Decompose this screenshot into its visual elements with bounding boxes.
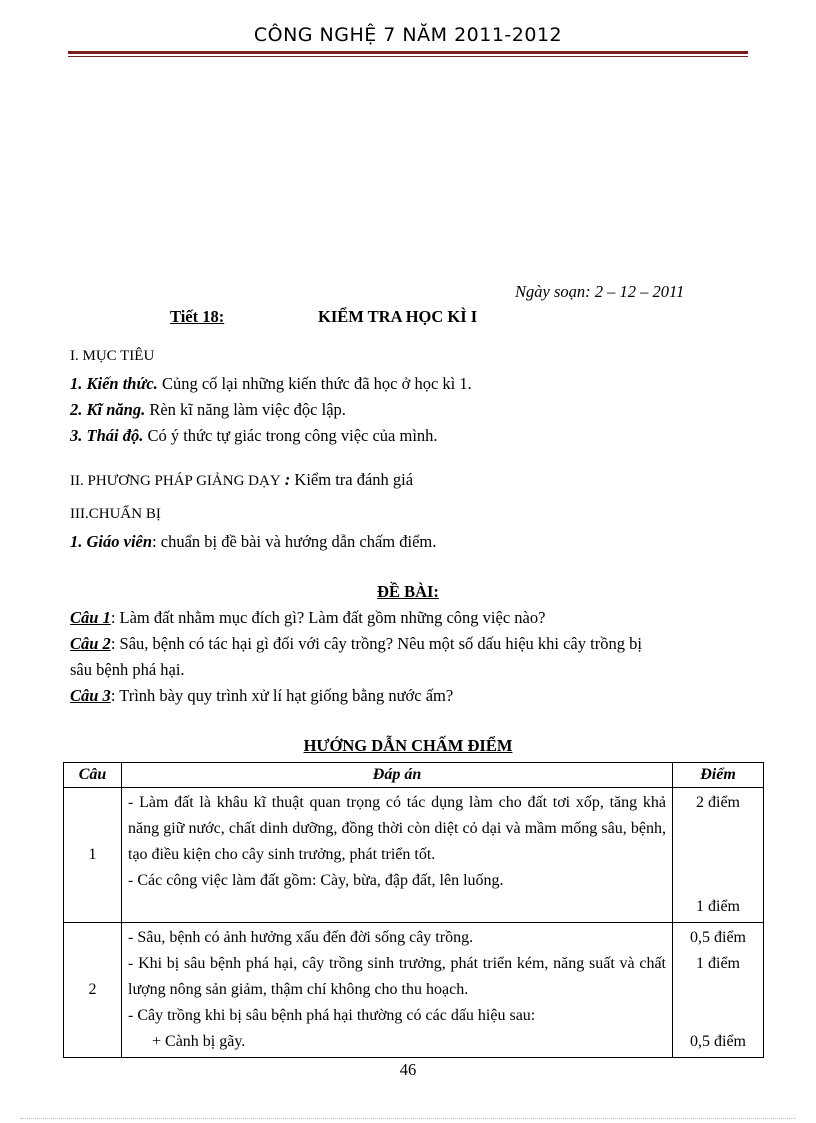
- objective-skills: [70, 400, 346, 420]
- prep-date: Ngày soạn: 2 – 12 – 2011: [515, 282, 685, 301]
- question-label: Câu 1: [70, 608, 111, 627]
- prep-label: 1. Giáo viên: [70, 532, 153, 551]
- objective-attitude: [70, 426, 438, 446]
- objective-label: 1. Kiến thức.: [70, 374, 158, 393]
- objective-text: Rèn kĩ năng làm việc độc lập.: [145, 400, 346, 419]
- lesson-title: KIỂM TRA HỌC KÌ I: [318, 307, 478, 326]
- objective-text: Có ý thức tự giác trong công việc của mình.: [143, 426, 438, 445]
- question-1: [70, 608, 545, 628]
- table-header-row: [64, 763, 764, 788]
- prep-text: : chuẩn bị đề bài và hướng dẫn chấm điểm.: [152, 532, 437, 551]
- answer-line: - Sâu, bệnh có ảnh hưởng xấu đến đời sống cây trồng.: [128, 929, 474, 946]
- answer-line: - Khi bị sâu bệnh phá hại, cây trồng sinh trưởng, phát triển kém, năng suất và chất lượng nông sản giảm, thậm chí không cho thu hoạch.: [128, 955, 666, 998]
- method-text: Kiểm tra đánh giá: [290, 470, 414, 489]
- table-row: [64, 923, 764, 1058]
- header-rule-thick: [68, 51, 748, 54]
- objectives-heading: I. MỤC TIÊU: [70, 348, 155, 364]
- row-answer: [122, 923, 673, 1058]
- prep-heading: III.CHUẨN BỊ: [70, 506, 161, 522]
- objective-label: 2. Kĩ năng.: [70, 400, 146, 419]
- question-text: : Sâu, bệnh có tác hại gì đối với cây trồng? Nêu một số dấu hiệu khi cây trồng bị: [110, 634, 642, 653]
- score-value: 0,5 điểm: [690, 929, 746, 946]
- row-answer: [122, 788, 673, 923]
- question-text: : Trình bày quy trình xử lí hạt giống bằng nước ấm?: [110, 686, 454, 705]
- grading-table: [63, 762, 764, 1058]
- lesson-number: [170, 307, 224, 327]
- prep-teacher: [70, 532, 436, 552]
- method-colon: :: [280, 470, 291, 489]
- question-2-continued: sâu bệnh phá hại.: [70, 660, 185, 679]
- row-score: [673, 788, 764, 923]
- row-question-number: 1: [64, 788, 122, 923]
- objective-label: 3. Thái độ.: [70, 426, 144, 445]
- row-score: [673, 923, 764, 1058]
- header-rule-thin: [68, 56, 748, 57]
- score-value: 1 điểm: [696, 898, 740, 915]
- method-line: [70, 470, 413, 490]
- score-value: 1 điểm: [696, 955, 740, 972]
- header-answer: Đáp án: [122, 763, 673, 788]
- page-number: 46: [399, 1060, 417, 1079]
- lesson-number-text: Tiết 18: [170, 307, 219, 326]
- exam-title: ĐỀ BÀI:: [377, 582, 439, 601]
- score-value: 0,5 điểm: [690, 1033, 746, 1050]
- question-label: Câu 3: [70, 686, 111, 705]
- answer-line: - Cây trồng khi bị sâu bệnh phá hại thường có các dấu hiệu sau:: [128, 1007, 536, 1024]
- page-header-title: CÔNG NGHỆ 7 NĂM 2011-2012: [253, 24, 563, 46]
- answer-line: - Các công việc làm đất gồm: Cày, bừa, đập đất, lên luống.: [128, 872, 504, 889]
- lesson-number-colon: :: [218, 307, 225, 326]
- objective-text: Củng cố lại những kiến thức đã học ở học kì 1.: [157, 374, 472, 393]
- header-question: Câu: [64, 763, 122, 788]
- footer-divider: [20, 1118, 796, 1119]
- question-2: [70, 634, 642, 654]
- question-label: Câu 2: [70, 634, 111, 653]
- row-question-number: 2: [64, 923, 122, 1058]
- question-3: [70, 686, 453, 706]
- question-text: : Làm đất nhằm mục đích gì? Làm đất gồm những công việc nào?: [110, 608, 546, 627]
- answer-line: + Cành bị gãy.: [152, 1033, 246, 1050]
- objective-knowledge: [70, 374, 472, 394]
- answer-line: - Làm đất là khâu kĩ thuật quan trọng có tác dụng làm cho đất tơi xốp, tăng khả năng giữ nước, chất dinh dưỡng, đồng thời còn diệt cỏ dại và mầm mống sâu, bệnh, tạo điều kiện cho cây sinh trưởng, phát triển tốt.: [128, 794, 666, 863]
- method-heading: II. PHƯƠNG PHÁP GIẢNG DẠY: [70, 473, 281, 489]
- grading-title: HƯỚNG DẪN CHẤM ĐIỂM: [303, 736, 513, 755]
- score-value: 2 điểm: [696, 794, 740, 811]
- header-score: Điểm: [673, 763, 764, 788]
- table-row: [64, 788, 764, 923]
